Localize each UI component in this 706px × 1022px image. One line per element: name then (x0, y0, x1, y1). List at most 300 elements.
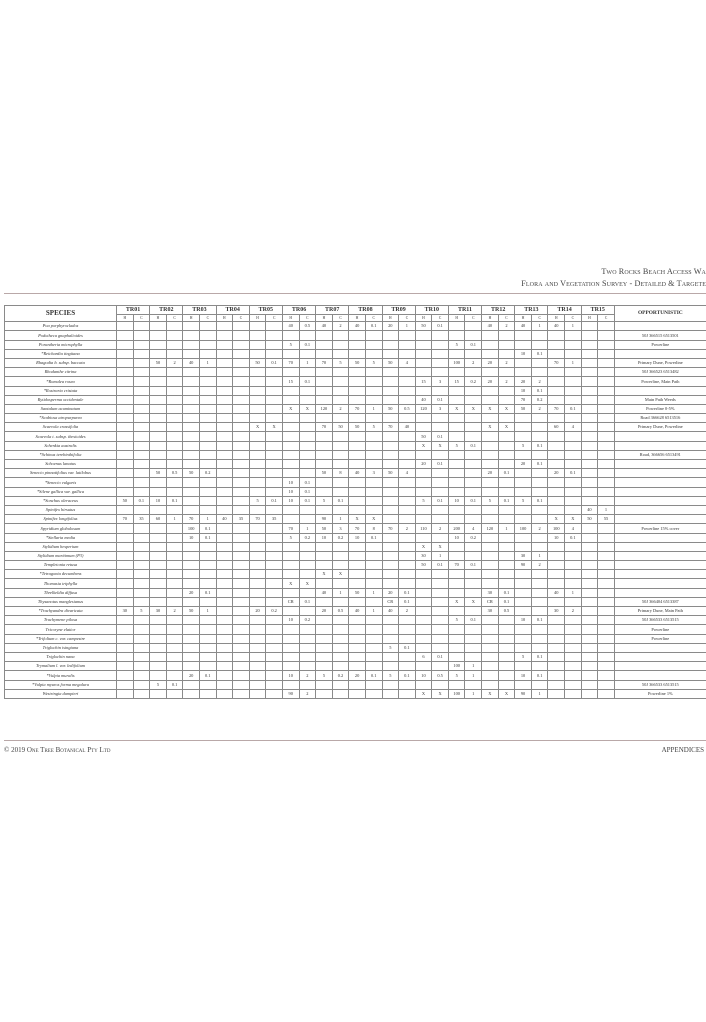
value-cell: 30 (482, 607, 499, 616)
value-cell (266, 322, 283, 331)
value-cell (266, 652, 283, 661)
value-cell: 90 (282, 689, 299, 698)
value-cell (531, 625, 548, 634)
value-cell (581, 524, 598, 533)
value-cell: 10 (448, 533, 465, 542)
value-cell (183, 478, 200, 487)
value-cell (233, 404, 250, 413)
value-cell: 5 (515, 652, 532, 661)
value-cell (548, 579, 565, 588)
value-cell (166, 524, 183, 533)
value-cell: 0.1 (399, 588, 416, 597)
header-row-transects (5, 306, 706, 315)
value-cell (282, 680, 299, 689)
value-cell: 0.1 (365, 533, 382, 542)
value-cell (299, 652, 316, 661)
opportunistic-cell: 50J 366533 6513515 (614, 616, 706, 625)
value-cell: 2 (498, 377, 515, 386)
value-cell (482, 570, 499, 579)
value-cell (166, 478, 183, 487)
value-cell (332, 680, 349, 689)
value-cell (249, 551, 266, 560)
value-cell (216, 358, 233, 367)
value-cell (598, 662, 615, 671)
value-cell (448, 322, 465, 331)
value-cell: 2 (332, 404, 349, 413)
value-cell (249, 561, 266, 570)
value-cell (199, 423, 216, 432)
value-cell (166, 349, 183, 358)
subcolumn-header: H (216, 315, 233, 322)
value-cell (432, 358, 449, 367)
value-cell (166, 579, 183, 588)
value-cell (349, 487, 366, 496)
value-cell (382, 634, 399, 643)
value-cell (183, 643, 200, 652)
value-cell (581, 588, 598, 597)
value-cell (233, 460, 250, 469)
value-cell: 1 (432, 551, 449, 560)
value-cell: 2 (299, 671, 316, 680)
value-cell (299, 441, 316, 450)
value-cell (465, 349, 482, 358)
value-cell (515, 469, 532, 478)
value-cell (117, 386, 134, 395)
species-name-cell: *Tetragonia decumbens (5, 570, 117, 579)
value-cell (415, 634, 432, 643)
value-cell (382, 496, 399, 505)
value-cell (199, 662, 216, 671)
value-cell (415, 643, 432, 652)
value-cell: 90 (515, 689, 532, 698)
value-cell (581, 680, 598, 689)
value-cell (117, 340, 134, 349)
value-cell (548, 689, 565, 698)
value-cell (166, 377, 183, 386)
footer-section-label: APPENDICES (661, 746, 704, 754)
value-cell (598, 349, 615, 358)
value-cell: 0.1 (531, 349, 548, 358)
species-name-cell: Stylidium hesperium (5, 542, 117, 551)
value-cell (465, 551, 482, 560)
value-cell (515, 414, 532, 423)
value-cell (133, 680, 150, 689)
value-cell (365, 625, 382, 634)
value-cell (482, 616, 499, 625)
value-cell (316, 652, 333, 661)
value-cell (581, 432, 598, 441)
value-cell: 2 (531, 524, 548, 533)
value-cell (498, 450, 515, 459)
value-cell (299, 386, 316, 395)
species-name-cell: Stylidium maritimum (P3) (5, 551, 117, 560)
value-cell (133, 561, 150, 570)
species-name-cell: Senecio pinnatifolius var. latilobus (5, 469, 117, 478)
opportunistic-cell: Powerline (614, 634, 706, 643)
value-cell (216, 377, 233, 386)
value-cell (199, 460, 216, 469)
value-cell: 0.1 (531, 652, 548, 661)
value-cell (598, 533, 615, 542)
opportunistic-cell (614, 579, 706, 588)
value-cell (183, 340, 200, 349)
value-cell (531, 331, 548, 340)
value-cell (548, 680, 565, 689)
value-cell (548, 643, 565, 652)
subcolumn-header: C (565, 315, 582, 322)
value-cell (432, 505, 449, 514)
opportunistic-cell (614, 441, 706, 450)
value-cell (548, 368, 565, 377)
value-cell (216, 634, 233, 643)
value-cell (199, 496, 216, 505)
value-cell (498, 395, 515, 404)
value-cell (266, 469, 283, 478)
value-cell: 3 (332, 524, 349, 533)
species-survey-table (4, 305, 706, 699)
value-cell (299, 469, 316, 478)
value-cell (133, 671, 150, 680)
value-cell (117, 423, 134, 432)
value-cell: 0.1 (299, 496, 316, 505)
subcolumn-header: H (117, 315, 134, 322)
value-cell: 2 (565, 607, 582, 616)
value-cell (233, 469, 250, 478)
value-cell (166, 432, 183, 441)
value-cell (316, 460, 333, 469)
footer-divider (4, 740, 706, 741)
table-row (5, 524, 706, 533)
value-cell (382, 395, 399, 404)
transect-header-tr12: TR12 (482, 306, 515, 315)
value-cell (448, 505, 465, 514)
value-cell (183, 331, 200, 340)
value-cell (117, 322, 134, 331)
value-cell (332, 349, 349, 358)
value-cell: 1 (365, 588, 382, 597)
value-cell: X (282, 404, 299, 413)
value-cell (316, 395, 333, 404)
value-cell (581, 607, 598, 616)
value-cell: 0.1 (166, 496, 183, 505)
value-cell (117, 404, 134, 413)
value-cell: 0.2 (465, 533, 482, 542)
value-cell (482, 487, 499, 496)
value-cell (365, 331, 382, 340)
value-cell (282, 450, 299, 459)
value-cell (399, 579, 416, 588)
opportunistic-cell: Powerline (614, 625, 706, 634)
value-cell (183, 625, 200, 634)
table-row (5, 680, 706, 689)
table-row (5, 432, 706, 441)
opportunistic-cell (614, 570, 706, 579)
table-row (5, 487, 706, 496)
table-row (5, 689, 706, 698)
value-cell (415, 386, 432, 395)
value-cell: 0.1 (299, 487, 316, 496)
opportunistic-cell: Powerline 1% (614, 689, 706, 698)
value-cell: 70 (183, 515, 200, 524)
value-cell (382, 432, 399, 441)
value-cell (465, 331, 482, 340)
value-cell (133, 423, 150, 432)
value-cell: 20 (183, 588, 200, 597)
value-cell (316, 450, 333, 459)
value-cell: 0.2 (465, 377, 482, 386)
value-cell (166, 395, 183, 404)
value-cell (266, 414, 283, 423)
value-cell: 0.1 (299, 340, 316, 349)
value-cell (498, 551, 515, 560)
value-cell (266, 625, 283, 634)
value-cell (565, 505, 582, 514)
value-cell (216, 662, 233, 671)
value-cell: 30 (482, 588, 499, 597)
value-cell: 5 (316, 496, 333, 505)
value-cell (117, 634, 134, 643)
value-cell (117, 331, 134, 340)
value-cell: X (482, 404, 499, 413)
opportunistic-cell: 50J 366523 6513482 (614, 368, 706, 377)
value-cell (565, 478, 582, 487)
value-cell (117, 460, 134, 469)
value-cell (448, 450, 465, 459)
value-cell: 4 (565, 423, 582, 432)
value-cell (565, 450, 582, 459)
value-cell (233, 588, 250, 597)
value-cell (598, 542, 615, 551)
value-cell: 40 (515, 322, 532, 331)
value-cell (531, 505, 548, 514)
value-cell (266, 450, 283, 459)
value-cell (565, 368, 582, 377)
value-cell (249, 432, 266, 441)
value-cell (432, 487, 449, 496)
value-cell (515, 662, 532, 671)
value-cell (316, 551, 333, 560)
value-cell: 70 (515, 395, 532, 404)
value-cell: 0.1 (531, 616, 548, 625)
value-cell: 0.1 (399, 597, 416, 606)
value-cell (399, 496, 416, 505)
table-row (5, 542, 706, 551)
value-cell (515, 423, 532, 432)
value-cell (498, 680, 515, 689)
value-cell (498, 478, 515, 487)
value-cell (531, 597, 548, 606)
transect-header-tr07: TR07 (316, 306, 349, 315)
value-cell (282, 423, 299, 432)
value-cell (465, 478, 482, 487)
table-row (5, 588, 706, 597)
value-cell (183, 395, 200, 404)
subcolumn-header: C (498, 315, 515, 322)
value-cell (117, 579, 134, 588)
value-cell: 1 (332, 515, 349, 524)
value-cell: 20 (515, 377, 532, 386)
value-cell (249, 643, 266, 652)
value-cell: 70 (349, 404, 366, 413)
table-row (5, 652, 706, 661)
value-cell (117, 524, 134, 533)
value-cell (183, 386, 200, 395)
value-cell: 5 (150, 680, 167, 689)
value-cell (581, 597, 598, 606)
value-cell (565, 441, 582, 450)
value-cell (432, 515, 449, 524)
value-cell: 0.1 (432, 496, 449, 505)
value-cell: 0.1 (432, 460, 449, 469)
value-cell (482, 551, 499, 560)
value-cell (216, 643, 233, 652)
value-cell (183, 542, 200, 551)
value-cell: X (465, 404, 482, 413)
value-cell (349, 331, 366, 340)
value-cell (531, 469, 548, 478)
value-cell (565, 616, 582, 625)
table-row (5, 570, 706, 579)
value-cell (365, 643, 382, 652)
value-cell: 20 (482, 358, 499, 367)
value-cell (316, 386, 333, 395)
value-cell: 4 (399, 469, 416, 478)
transect-header-tr13: TR13 (515, 306, 548, 315)
value-cell (233, 487, 250, 496)
value-cell (382, 680, 399, 689)
species-name-cell: *Trifolium c. var. campestre (5, 634, 117, 643)
value-cell (432, 450, 449, 459)
value-cell: 1 (166, 515, 183, 524)
value-cell (365, 487, 382, 496)
value-cell: 40 (316, 322, 333, 331)
species-name-cell: Schenkia australis (5, 441, 117, 450)
value-cell (117, 588, 134, 597)
value-cell (332, 450, 349, 459)
value-cell (598, 625, 615, 634)
value-cell (266, 533, 283, 542)
value-cell (432, 634, 449, 643)
value-cell: 2 (531, 377, 548, 386)
value-cell (117, 652, 134, 661)
transect-header-tr06: TR06 (282, 306, 315, 315)
value-cell: 40 (349, 607, 366, 616)
species-name-cell: Trachymene pilosa (5, 616, 117, 625)
value-cell (117, 625, 134, 634)
value-cell (117, 432, 134, 441)
value-cell (365, 450, 382, 459)
value-cell (581, 579, 598, 588)
value-cell (282, 542, 299, 551)
opportunistic-cell: Primary Dune, Powerline (614, 358, 706, 367)
value-cell: 0.5 (432, 671, 449, 680)
value-cell (515, 625, 532, 634)
value-cell (183, 450, 200, 459)
value-cell (233, 607, 250, 616)
value-cell: 1 (465, 662, 482, 671)
value-cell: X (432, 689, 449, 698)
value-cell (183, 505, 200, 514)
value-cell (233, 441, 250, 450)
value-cell (150, 340, 167, 349)
value-cell: 2 (498, 358, 515, 367)
value-cell (448, 368, 465, 377)
value-cell: 2 (432, 524, 449, 533)
value-cell (117, 358, 134, 367)
value-cell (233, 505, 250, 514)
table-row (5, 395, 706, 404)
value-cell (233, 340, 250, 349)
value-cell (565, 331, 582, 340)
value-cell (199, 551, 216, 560)
value-cell: 20 (482, 469, 499, 478)
value-cell (299, 662, 316, 671)
value-cell (133, 662, 150, 671)
transect-header-tr15: TR15 (581, 306, 614, 315)
species-name-cell: *Romulea rosea (5, 377, 117, 386)
value-cell (349, 377, 366, 386)
transect-header-tr10: TR10 (415, 306, 448, 315)
value-cell (482, 634, 499, 643)
value-cell (598, 358, 615, 367)
value-cell (598, 689, 615, 698)
value-cell (282, 386, 299, 395)
value-cell (316, 561, 333, 570)
header-report-title: Flora and Vegetation Survey - Detailed & Targete (521, 279, 706, 288)
value-cell (233, 561, 250, 570)
value-cell (448, 469, 465, 478)
value-cell (316, 680, 333, 689)
value-cell (349, 340, 366, 349)
value-cell (249, 616, 266, 625)
value-cell (249, 404, 266, 413)
opportunistic-cell: Powerline, Main Path (614, 377, 706, 386)
value-cell (332, 625, 349, 634)
value-cell (199, 597, 216, 606)
transect-header-tr14: TR14 (548, 306, 581, 315)
opportunistic-cell (614, 460, 706, 469)
value-cell (531, 643, 548, 652)
value-cell (382, 478, 399, 487)
value-cell (266, 349, 283, 358)
value-cell (415, 662, 432, 671)
value-cell: 50 (415, 561, 432, 570)
value-cell: 30 (117, 607, 134, 616)
value-cell (548, 460, 565, 469)
value-cell (133, 505, 150, 514)
value-cell: 60 (150, 515, 167, 524)
species-name-cell: *Schinus terebinthifolia (5, 450, 117, 459)
value-cell (482, 432, 499, 441)
value-cell (316, 616, 333, 625)
value-cell (133, 689, 150, 698)
value-cell: X (415, 542, 432, 551)
value-cell (448, 478, 465, 487)
value-cell (166, 689, 183, 698)
value-cell: 50 (515, 404, 532, 413)
value-cell (216, 597, 233, 606)
subcolumn-header: H (548, 315, 565, 322)
value-cell: 50 (415, 322, 432, 331)
value-cell (432, 423, 449, 432)
value-cell (216, 625, 233, 634)
value-cell (598, 469, 615, 478)
value-cell (581, 441, 598, 450)
table-row (5, 671, 706, 680)
value-cell (482, 414, 499, 423)
value-cell (515, 680, 532, 689)
value-cell (349, 616, 366, 625)
